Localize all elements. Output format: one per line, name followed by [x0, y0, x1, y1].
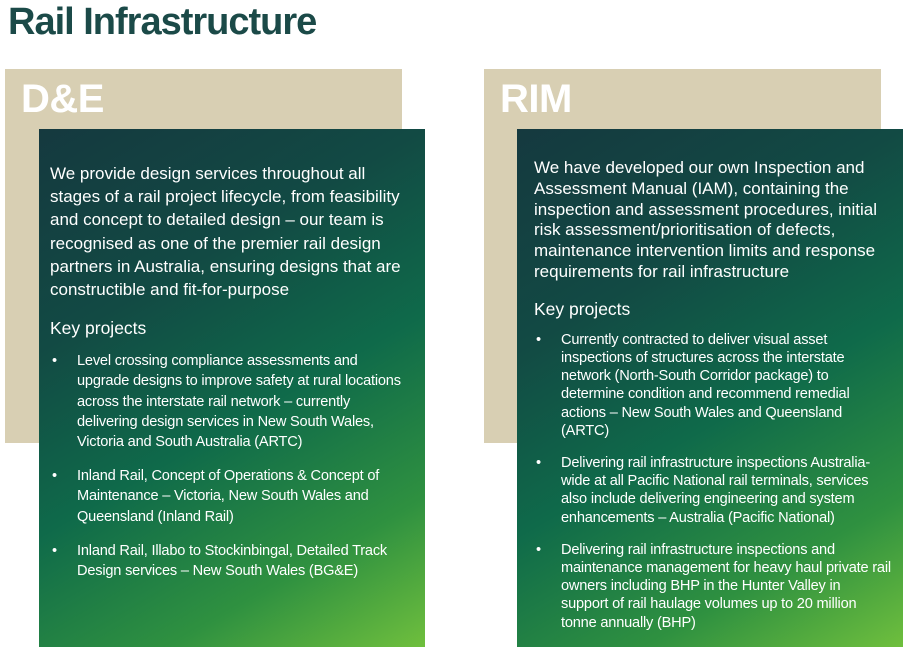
project-text: Currently contracted to deliver visual asset inspections of structures across the interstate network (North-South Corridor package) to determine condition and recommend remedial actions – New South Wales and Queensland (ARTC)	[561, 331, 850, 439]
section-label-de: D&E	[21, 77, 104, 121]
list-item	[50, 466, 407, 527]
bullet-icon: •	[536, 455, 541, 471]
section-card-de	[39, 129, 425, 647]
key-projects-heading-rim: Key projects	[534, 298, 631, 319]
project-text: Inland Rail, Concept of Operations & Concept of Maintenance – Victoria, New South Wales and Queensland (Inland Rail)	[77, 468, 380, 525]
key-projects-heading-de: Key projects	[50, 318, 147, 339]
project-text: Delivering rail infrastructure inspections and maintenance management for heavy haul private rail owners including BHP in the Hunter Valley in support of rail haulage volumes up to 20 million tonne annually (BHP)	[561, 541, 891, 631]
project-text: Level crossing compliance assessments and upgrade designs to improve safety at rural locations across the interstate rail network – currently delivering design services in New South Wales, Victoria and South Australia (ARTC)	[77, 353, 401, 451]
section-card-rim	[517, 129, 903, 647]
list-item	[534, 541, 891, 632]
bullet-icon: •	[52, 468, 57, 485]
page-title: Rail Infrastructure	[8, 1, 317, 43]
section-intro-de: We provide design services throughout all stages of a rail project lifecycle, from feasibility and concept to detailed design – our team is recognised as one of the premier rail design partners in Australia, ensuring designs that are constructible and fit-for-purpose	[50, 164, 401, 300]
project-text: Delivering rail infrastructure inspections Australia-wide at all Pacific National rail terminals, services also include delivering engineering and system enhancements – Australia (Pacific National)	[561, 455, 870, 526]
list-item	[50, 351, 407, 452]
bullet-icon: •	[536, 331, 541, 348]
project-text: Inland Rail, Illabo to Stockinbingal, Detailed Track Design services – New South Wales (BG&E)	[77, 542, 388, 580]
project-list-rim	[534, 331, 891, 632]
list-item	[50, 541, 407, 581]
section-intro-rim: We have developed our own Inspection and Assessment Manual (IAM), containing the inspection and assessment procedures, initial risk assessment/prioritisation of defects, maintenance intervention limits and response requirements for rail infrastructure	[534, 158, 878, 281]
bullet-icon: •	[52, 542, 57, 559]
project-list-de	[50, 351, 407, 581]
section-label-rim: RIM	[500, 77, 572, 121]
bullet-icon: •	[536, 541, 541, 558]
list-item	[534, 454, 891, 527]
list-item	[534, 331, 891, 440]
bullet-icon: •	[52, 353, 57, 370]
